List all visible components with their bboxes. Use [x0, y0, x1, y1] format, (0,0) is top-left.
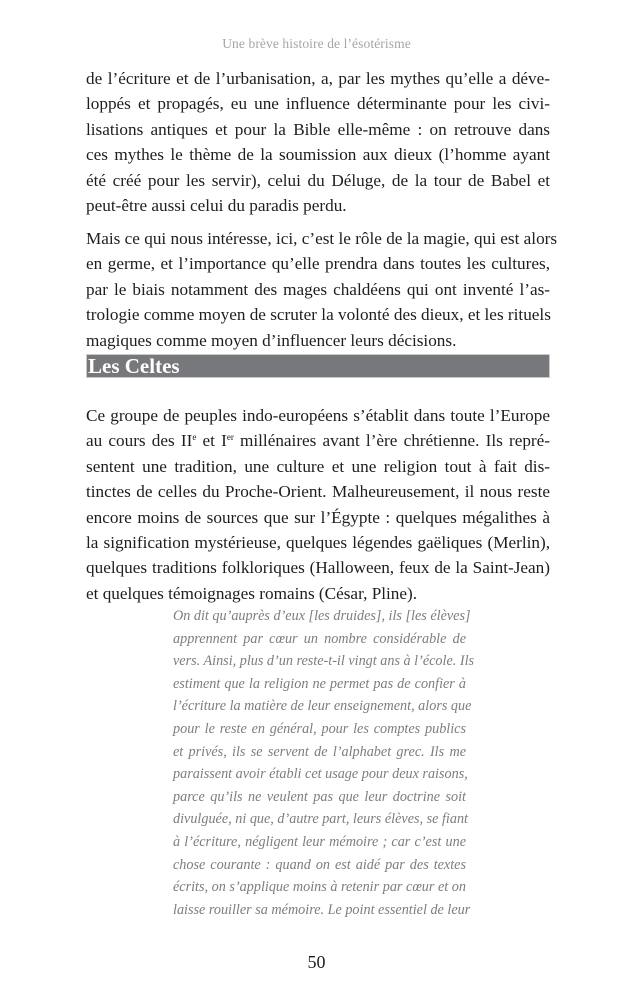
text-line: Mais ce qui nous intéresse, ici, c’est le rôle de la magie, qui est alors [86, 229, 558, 248]
quote-line: et privés, ils se servent de l’alphabet grec. Ils me [173, 743, 466, 760]
quote-line: à l’écriture, négligent leur mémoire ; car c’est une [173, 833, 466, 850]
text-fragment: au cours des II [86, 431, 193, 451]
text-line: ces mythes le thème de la soumission aux dieux (l’homme ayant [86, 145, 550, 165]
body-paragraph-2 [86, 226, 558, 353]
quote-line: apprennent par cœur un nombre considérable de [173, 630, 466, 647]
text-fragment: et I [196, 431, 227, 451]
text-line: et quelques témoignages romains (César, Pline). [86, 583, 418, 603]
running-head: Une brève histoire de l’ésotérisme [222, 36, 411, 51]
body-paragraph-1 [86, 66, 550, 218]
quote-line: laisse rouiller sa mémoire. Le point essentiel de leur [173, 901, 471, 918]
text-line: magiques comme moyen d’influencer leurs décisions. [86, 330, 457, 350]
superscript: er [226, 432, 234, 443]
quote-line: On dit qu’auprès d’eux [les druides], ils [les élèves] [173, 608, 471, 624]
text-line: trologie comme moyen de scruter la volonté des dieux, et les rituels [86, 305, 551, 325]
text-line: la signification mystérieuse, quelques légendes gaëliques (Merlin), [86, 533, 550, 553]
text-line: tinctes de celles du Proche-Orient. Malheureusement, il nous reste [86, 482, 550, 502]
quote-line: écrits, on s’applique moins à retenir par cœur et on [173, 879, 466, 896]
text-line: peut-être aussi celui du paradis perdu. [86, 196, 347, 216]
quote-line: divulguée, ni que, d’autre part, leurs élèves, se fiant [173, 811, 468, 828]
quote-line: pour le reste en général, pour les comptes publics [173, 720, 466, 737]
quote-line: paraissent avoir établi cet usage pour deux raisons, [173, 766, 468, 783]
quote-line: parce qu’ils ne veulent pas que leur doctrine soit [173, 788, 466, 805]
text-line: été créé pour les servir), celui du Déluge, de la tour de Babel et [86, 170, 550, 190]
text-line: de l’écriture et de l’urbanisation, a, par les mythes qu’elle a déve- [86, 69, 550, 88]
page-number: 50 [307, 952, 326, 972]
quote-line: l’écriture la matière de leur enseignement, alors que [173, 698, 472, 715]
text-line: loppés et propagés, eu une influence déterminante pour les civi- [86, 94, 550, 114]
quote-line: chose courante : quand on est aidé par des textes [173, 856, 466, 873]
text-line: par le biais notamment des mages chaldéens qui ont inventé l’as- [86, 279, 550, 299]
text-fragment: millénaires avant l’ère chrétienne. Ils repré- [233, 431, 551, 451]
text-line: lisations antiques et pour la Bible elle-même : on retrouve dans [86, 119, 550, 139]
block-quote [173, 605, 475, 921]
quote-line: vers. Ainsi, plus d’un reste-t-il vingt ans à l’école. Ils [173, 653, 475, 670]
superscript: e [192, 432, 197, 443]
section-heading-bar [86, 354, 550, 378]
section-heading: Les Celtes [88, 354, 180, 378]
text-line: Ce groupe de peuples indo-européens s’établit dans toute l’Europe [86, 406, 550, 425]
text-line [86, 428, 550, 453]
text-line: encore moins de sources que sur l’Égypte : quelques mégalithes à [86, 507, 550, 527]
text-line: en germe, et l’importance qu’elle prendra dans toutes les cultures, [86, 254, 550, 274]
quote-line: estiment que la religion ne permet pas de confier à [173, 675, 466, 692]
section-paragraph [86, 403, 550, 606]
text-line: sentent une tradition, une culture et une religion tout à fait dis- [86, 456, 550, 476]
text-line: quelques traditions folkloriques (Halloween, feux de la Saint-Jean) [86, 558, 550, 578]
